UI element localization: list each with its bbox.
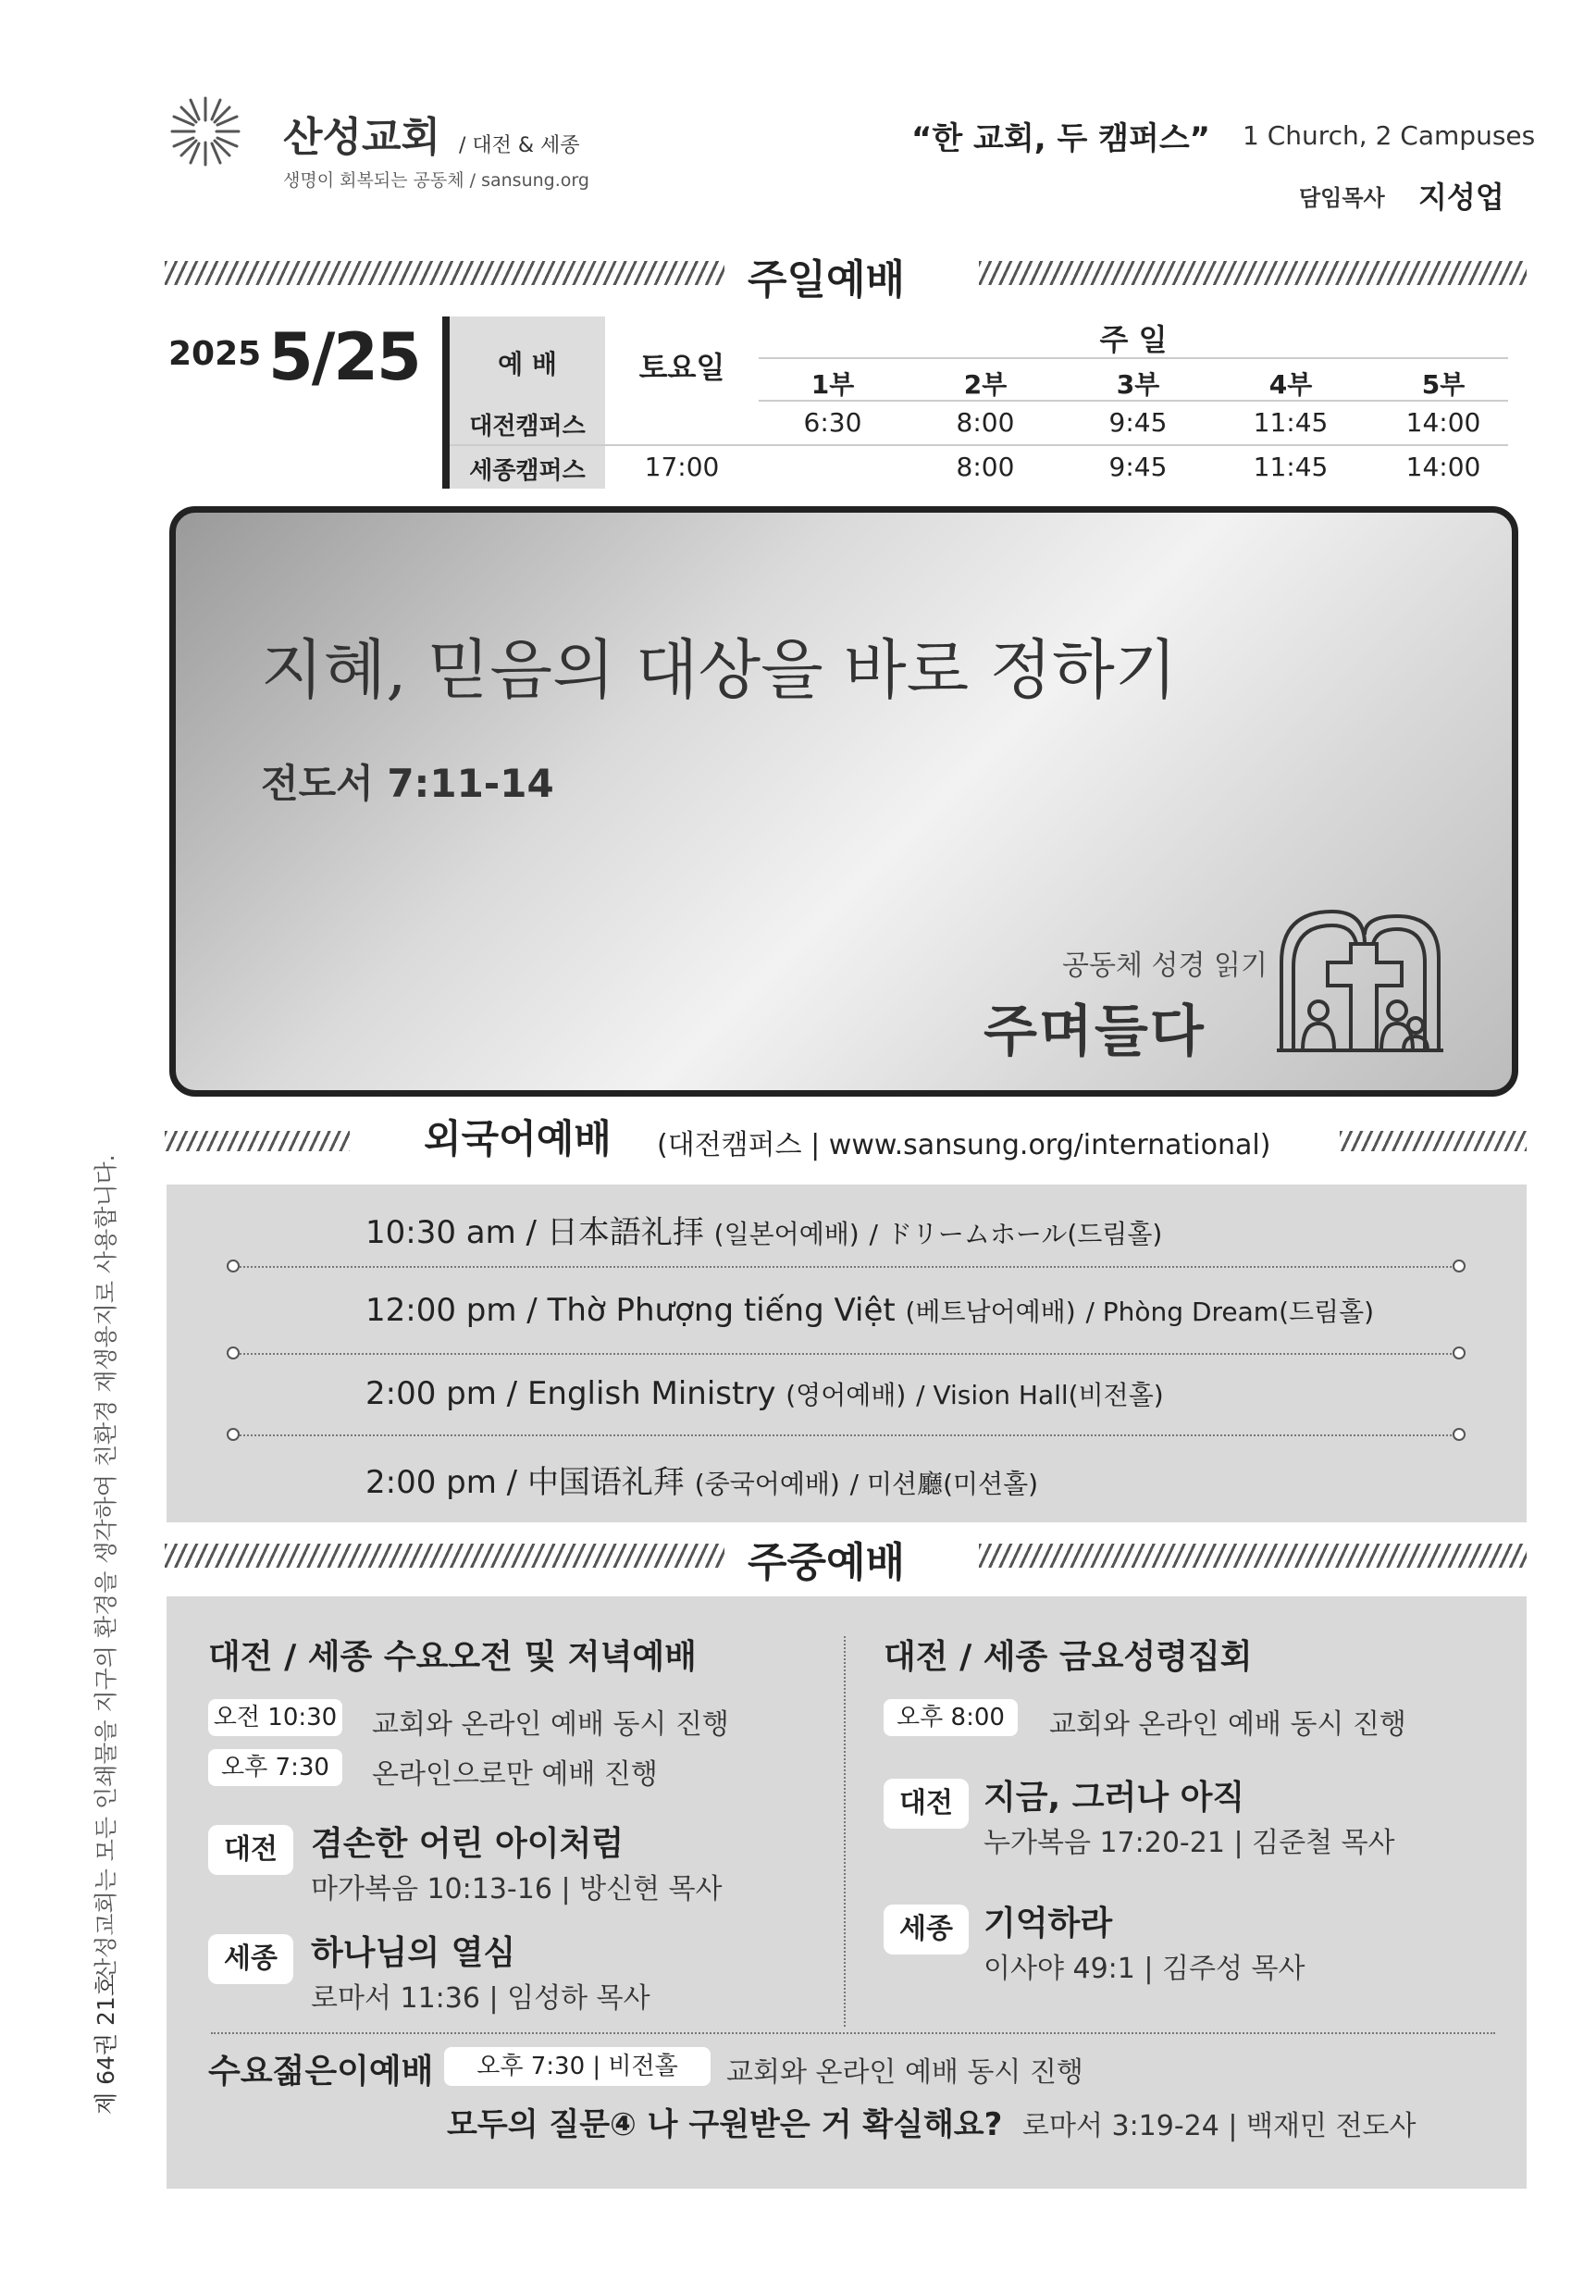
time-sejong-3: 9:45 xyxy=(1108,452,1168,482)
sermon-ref: 마가복음 10:13-16 | 방신현 목사 xyxy=(311,1873,723,1905)
sermon-ref: 이사야 49:1 | 김주성 목사 xyxy=(984,1953,1305,1985)
campus-badge: 대전 xyxy=(884,1779,969,1829)
foreign-subtitle: (대전캠퍼스 | www.sansung.org/international) xyxy=(657,1129,1271,1161)
divider xyxy=(442,316,450,489)
bullet-icon xyxy=(1453,1347,1466,1359)
divider xyxy=(165,1544,724,1568)
time-sejong-4: 11:45 xyxy=(1253,452,1329,482)
foreign-section-title: 외국어예배 xyxy=(424,1116,612,1161)
foreign-item: 10:30 am / 日本語礼拝 (일본어예배) / ドリームホール(드림홀) xyxy=(365,1214,1163,1251)
divider xyxy=(165,261,724,285)
time-sejong-2: 8:00 xyxy=(956,452,1015,482)
year: 2025 xyxy=(168,335,262,373)
service-2: 2부 xyxy=(963,369,1008,400)
sermon-title: 겸손한 어린 아이처럼 xyxy=(311,1825,625,1863)
sermon-ref: 로마서 11:36 | 임성하 목사 xyxy=(311,1982,650,2015)
bullet-icon xyxy=(227,1428,240,1441)
divider xyxy=(759,357,1508,359)
tagline: 생명이 회복되는 공동체 / sansung.org xyxy=(283,170,589,191)
saturday-sejong: 17:00 xyxy=(644,452,720,482)
sermon-reference: 전도서 7:11-14 xyxy=(261,761,554,806)
sermon-ref: 누가복음 17:20-21 | 김준철 목사 xyxy=(984,1827,1395,1859)
church-window-icon xyxy=(1277,907,1443,1055)
service-1: 1부 xyxy=(810,369,855,400)
slot-desc: 교회와 온라인 예배 동시 진행 xyxy=(372,1708,729,1741)
service-3: 3부 xyxy=(1116,369,1160,400)
pastor-name: 지성업 xyxy=(1418,180,1504,215)
program-subtitle: 공동체 성경 읽기 xyxy=(1062,949,1268,982)
foreign-item: 2:00 pm / English Ministry (영어예배) / Vision Hall(비전홀) xyxy=(365,1375,1164,1412)
time-daejeon-2: 8:00 xyxy=(956,407,1015,438)
divider xyxy=(450,444,1508,446)
date: 5/25 xyxy=(268,319,420,395)
slot-desc: 온라인으로만 예배 진행 xyxy=(372,1758,658,1791)
time-pill: 오후 8:00 xyxy=(884,1699,1018,1736)
table-header-service: 예 배 xyxy=(498,349,557,379)
service-5: 5부 xyxy=(1421,369,1466,400)
campus-label: / 대전 & 세종 xyxy=(459,134,580,157)
eco-notice: 산성교회는 모든 인쇄물을 지구의 환경을 생각하여 친환경 재생용지로 사용합니다. xyxy=(93,1154,119,1980)
sermon-title: 하나님의 열심 xyxy=(311,1934,516,1972)
time-daejeon-3: 9:45 xyxy=(1108,407,1168,438)
divider xyxy=(844,1636,846,2027)
divider xyxy=(979,261,1527,285)
weekly-section-title: 주중예배 xyxy=(748,1539,906,1586)
program-title: 주며들다 xyxy=(984,999,1206,1064)
bullet-icon xyxy=(227,1260,240,1272)
campus-daejeon: 대전캠퍼스 xyxy=(469,413,586,441)
divider xyxy=(165,1131,350,1151)
bullet-icon xyxy=(1453,1428,1466,1441)
time-sejong-5: 14:00 xyxy=(1405,452,1481,482)
campus-badge: 대전 xyxy=(208,1825,293,1875)
divider xyxy=(233,1266,1459,1268)
time-daejeon-5: 14:00 xyxy=(1405,407,1481,438)
divider xyxy=(1340,1131,1527,1151)
bullet-icon xyxy=(1453,1260,1466,1272)
youth-heading: 수요젊은이예배 xyxy=(208,2053,434,2091)
divider xyxy=(979,1544,1527,1568)
divider xyxy=(233,1353,1459,1355)
sermon-title: 지금, 그러나 아직 xyxy=(984,1779,1245,1817)
sunday-header: 주 일 xyxy=(1099,322,1168,357)
campus-badge: 세종 xyxy=(208,1934,293,1984)
campus-badge: 세종 xyxy=(884,1905,969,1955)
logo-burst-icon xyxy=(168,94,242,168)
divider xyxy=(759,400,1508,402)
time-pill: 오전 10:30 xyxy=(208,1699,342,1736)
foreign-item: 2:00 pm / 中国语礼拜 (중국어예배) / 미션廳(미션홀) xyxy=(365,1464,1039,1501)
divider xyxy=(211,2032,1495,2034)
sermon-title: 기억하라 xyxy=(984,1905,1113,1942)
slot-desc: 교회와 온라인 예배 동시 진행 xyxy=(726,2056,1083,2089)
saturday-header: 토요일 xyxy=(638,350,725,385)
motto-english: 1 Church, 2 Campuses xyxy=(1243,120,1536,151)
time-pill: 오후 7:30 | 비전홀 xyxy=(444,2047,711,2086)
pastor-role: 담임목사 xyxy=(1299,185,1385,211)
sunday-section-title: 주일예배 xyxy=(748,256,906,304)
sermon-title: 지혜, 믿음의 대상을 바로 정하기 xyxy=(261,632,1178,708)
campus-sejong: 세종캠퍼스 xyxy=(469,457,586,485)
divider xyxy=(233,1434,1459,1436)
wednesday-heading: 대전 / 세종 수요오전 및 저녁예배 xyxy=(208,1638,697,1676)
service-4: 4부 xyxy=(1268,369,1313,400)
slot-desc: 교회와 온라인 예배 동시 진행 xyxy=(1049,1708,1406,1741)
time-daejeon-4: 11:45 xyxy=(1253,407,1329,438)
bullet-icon xyxy=(227,1347,240,1359)
time-pill: 오후 7:30 xyxy=(208,1749,342,1786)
time-daejeon-1: 6:30 xyxy=(803,407,862,438)
friday-heading: 대전 / 세종 금요성령집회 xyxy=(884,1638,1253,1676)
church-name: 산성교회 xyxy=(283,114,441,161)
sermon-title: 모두의 질문④ 나 구원받은 거 확실해요? xyxy=(447,2106,1003,2143)
motto: “한 교회, 두 캠퍼스” xyxy=(911,120,1211,157)
foreign-item: 12:00 pm / Thờ Phượng tiếng Việt (베트남어예배) / Phòng Dream(드림홀) xyxy=(365,1292,1375,1329)
sermon-ref: 로마서 3:19-24 | 백재민 전도사 xyxy=(1022,2110,1417,2142)
issue-number: 제 64권 21호 xyxy=(93,1974,119,2115)
